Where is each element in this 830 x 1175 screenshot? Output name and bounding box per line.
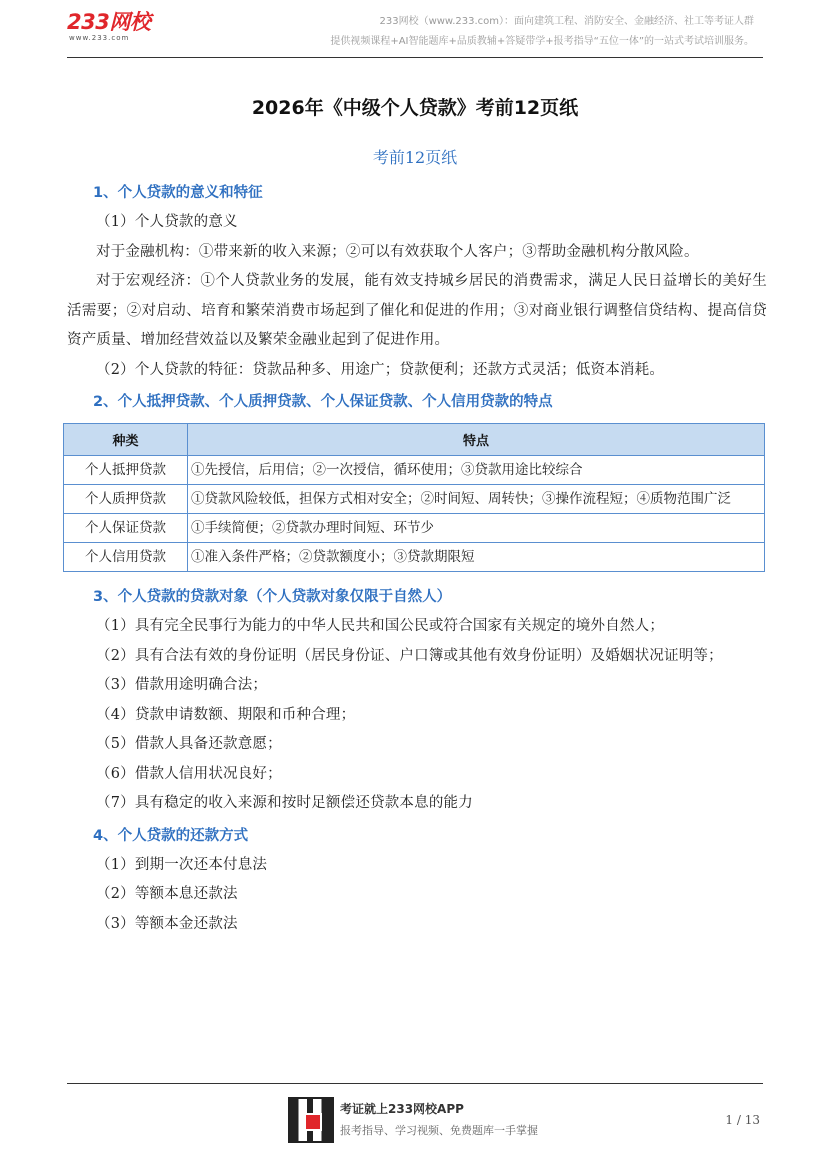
- section-heading-2: 2、个人抵押贷款、个人质押贷款、个人保证贷款、个人信用贷款的特点: [93, 394, 553, 410]
- list-item: （7）具有稳定的收入来源和按时足额偿还贷款本息的能力: [96, 795, 473, 811]
- list-item: （1）具有完全民事行为能力的中华人民共和国公民或符合国家有关规定的境外自然人；: [96, 618, 665, 634]
- header-line-1: 233网校（www.233.com）：面向建筑工程、消防安全、金融经济、社工等考证人群: [379, 16, 754, 27]
- table-cell-feature: ①贷款风险较低，担保方式相对安全；②时间短、周转快；③操作流程短；④质物范围广泛: [188, 485, 765, 514]
- table-header-feature: 特点: [188, 424, 765, 456]
- list-item: （2）等额本息还款法: [96, 886, 238, 902]
- section-heading-4: 4、个人贷款的还款方式: [93, 827, 249, 844]
- header-line-2: 提供视频课程+AI智能题库+品质教辅+答疑带学+报考指导“五位一体”的一站式考试培训服务。: [330, 36, 754, 47]
- paragraph: 对于金融机构：①带来新的收入来源；②可以有效获取个人客户；③帮助金融机构分散风险。: [96, 243, 699, 260]
- qr-logo-icon: [304, 1113, 322, 1131]
- logo-text: 233网校: [67, 10, 151, 34]
- footer-divider: [67, 1083, 763, 1084]
- table-cell-type: 个人抵押贷款: [64, 456, 188, 485]
- page-header: [0, 0, 830, 60]
- document-body: [67, 178, 767, 939]
- header-description: [284, 12, 754, 52]
- list-item: （3）等额本金还款法: [96, 915, 238, 932]
- table-cell-type: 个人质押贷款: [64, 485, 188, 514]
- list-item: （5）借款人具备还款意愿；: [96, 736, 282, 752]
- list-item: （4）贷款申请数额、期限和币种合理；: [96, 706, 356, 723]
- loan-type-table: [63, 423, 765, 572]
- table-cell-type: 个人信用贷款: [64, 543, 188, 572]
- header-divider: [67, 57, 763, 58]
- list-item: （6）借款人信用状况良好；: [96, 765, 282, 782]
- qr-code-icon[interactable]: [288, 1097, 334, 1143]
- brand-logo[interactable]: [67, 10, 159, 44]
- document-title: 2026年《中级个人贷款》考前12页纸: [251, 97, 579, 119]
- table-row: [64, 485, 765, 514]
- list-item: （2）具有合法有效的身份证明（居民身份证、户口簿或其他有效身份证明）及婚姻状况证明等；: [96, 647, 723, 664]
- footer-app-subtitle: 报考指导、学习视频、免费题库一手掌握: [340, 1124, 538, 1137]
- table-header-type: 种类: [64, 424, 188, 456]
- section-heading-1: 1、个人贷款的意义和特征: [93, 185, 263, 201]
- table-header-row: [64, 424, 765, 456]
- section-heading-3: 3、个人贷款的贷款对象（个人贷款对象仅限于自然人）: [93, 589, 452, 605]
- table-cell-feature: ①先授信，后用信；②一次授信，循环使用；③贷款用途比较综合: [188, 456, 765, 485]
- table-cell-feature: ①准入条件严格；②贷款额度小；③贷款期限短: [188, 543, 765, 572]
- list-item: （3）借款用途明确合法；: [96, 677, 268, 693]
- table-row: [64, 456, 765, 485]
- table-cell-type: 个人保证贷款: [64, 514, 188, 543]
- document-subtitle: 考前12页纸: [372, 148, 458, 167]
- page-number: 1 / 13: [725, 1113, 760, 1127]
- logo-url: www.233.com: [69, 34, 130, 42]
- paragraph: （1）个人贷款的意义: [96, 214, 238, 230]
- table-row: [64, 543, 765, 572]
- list-item: （1）到期一次还本付息法: [96, 856, 268, 873]
- paragraph: （2）个人贷款的特征：贷款品种多、用途广；贷款便利；还款方式灵活；低资本消耗。: [96, 361, 665, 378]
- table-row: [64, 514, 765, 543]
- table-cell-feature: ①手续简便；②贷款办理时间短、环节少: [188, 514, 765, 543]
- paragraph: 对于宏观经济：①个人贷款业务的发展，能有效支持城乡居民的消费需求，满足人民日益增长的美好生活需要；②对启动、培育和繁荣消费市场起到了催化和促进的作用；③对商业银行调整信贷结构、提高信贷资产质量、增加经营效益以及繁荣金融业起到了促进作用。: [67, 273, 767, 348]
- footer-app-title: 考证就上233网校APP: [340, 1102, 464, 1116]
